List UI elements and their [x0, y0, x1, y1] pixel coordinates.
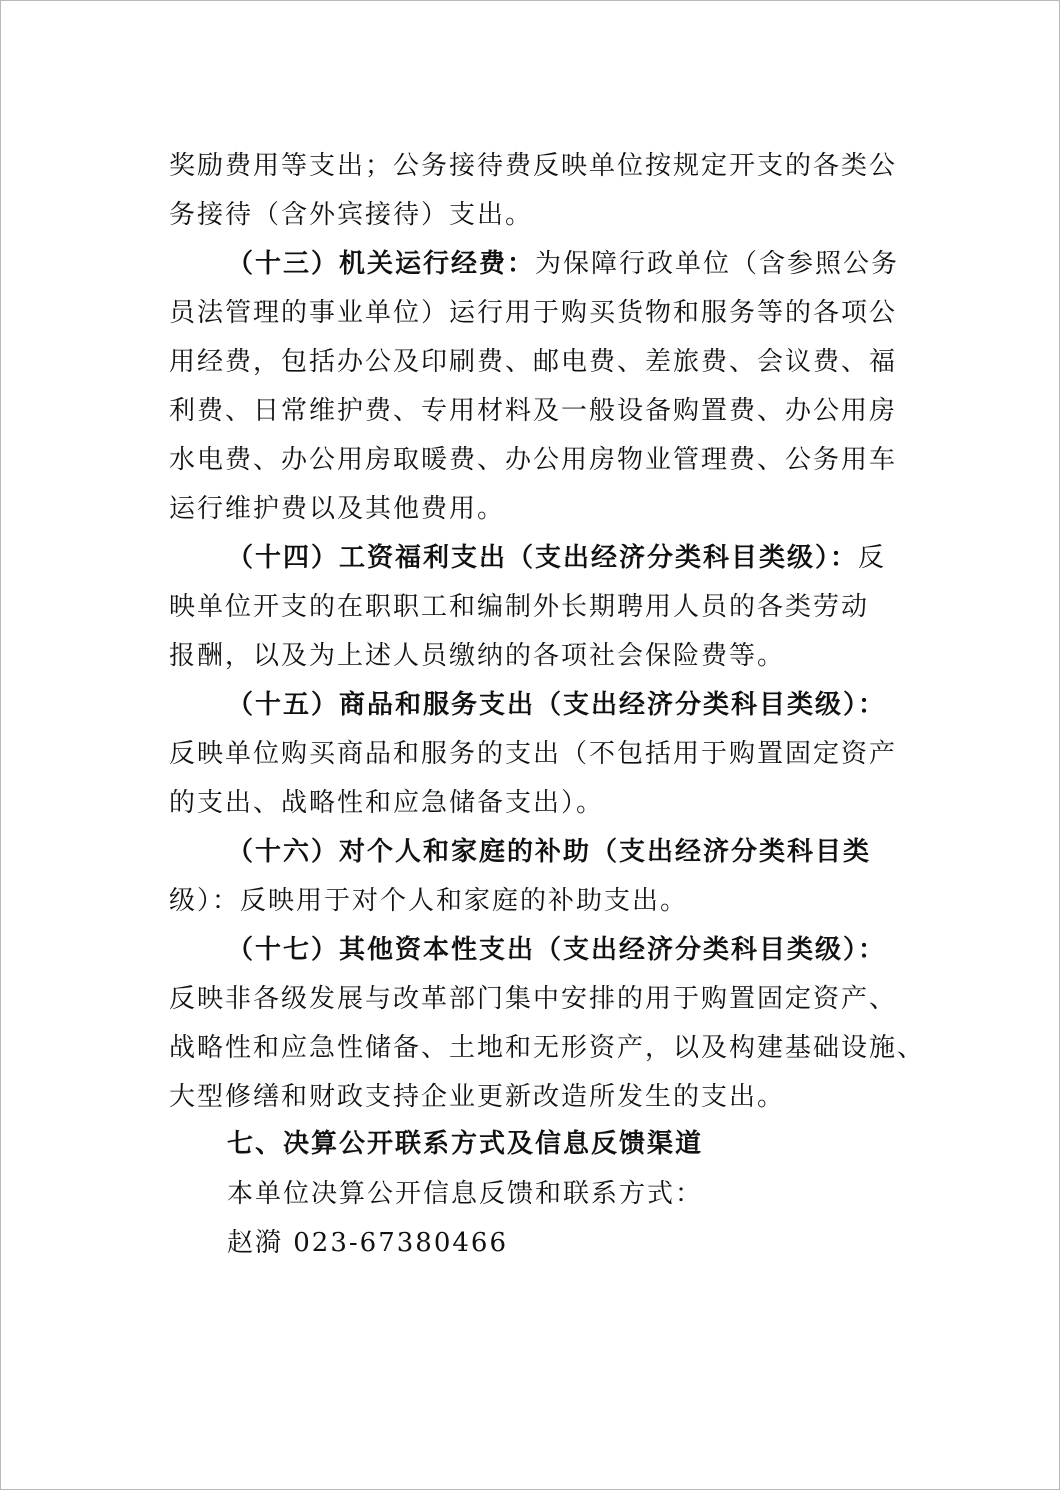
item-13-line — [227, 247, 900, 281]
item-15-line — [227, 688, 893, 722]
body-line: 水电费、办公用房取暖费、办公用房物业管理费、公务用车 — [169, 445, 898, 475]
body-line: 用经费，包括办公及印刷费、邮电费、差旅费、会议费、福 — [169, 347, 898, 377]
body-line: 的支出、战略性和应急储备支出）。 — [169, 788, 605, 818]
item-14-line — [227, 541, 893, 575]
item-14-term: （十四）工资福利支出（支出经济分类科目类级）： — [227, 543, 859, 573]
body-line: 级）：反映用于对个人和家庭的补助支出。 — [169, 886, 689, 916]
section-7-intro: 本单位决算公开信息反馈和联系方式： — [227, 1179, 704, 1209]
contact-line: 赵漪 023-67380466 — [227, 1228, 509, 1258]
body-line: 反映单位购买商品和服务的支出（不包括用于购置固定资产 — [169, 739, 898, 769]
item-16-line — [227, 835, 893, 869]
body-line: 大型修缮和财政支持企业更新改造所发生的支出。 — [169, 1082, 786, 1112]
body-line: 报酬，以及为上述人员缴纳的各项社会保险费等。 — [169, 641, 786, 671]
item-15-term: （十五）商品和服务支出（支出经济分类科目类级）： — [227, 690, 887, 720]
body-line: 员法管理的事业单位）运行用于购买货物和服务等的各项公 — [169, 298, 898, 328]
item-14-text: 反 — [858, 543, 887, 573]
item-16-term: （十六）对个人和家庭的补助（支出经济分类科目类 — [227, 837, 872, 867]
body-line: 利费、日常维护费、专用材料及一般设备购置费、办公用房 — [169, 396, 898, 426]
item-17-term: （十七）其他资本性支出（支出经济分类科目类级）： — [227, 935, 887, 965]
item-17-line — [227, 933, 893, 967]
body-line: 映单位开支的在职职工和编制外长期聘用人员的各类劳动 — [169, 592, 870, 622]
item-13-term: （十三）机关运行经费： — [227, 249, 536, 279]
body-line: 战略性和应急性储备、土地和无形资产，以及构建基础设施、 — [169, 1033, 926, 1063]
body-line: 务接待（含外宾接待）支出。 — [169, 200, 534, 230]
body-line: 反映非各级发展与改革部门集中安排的用于购置固定资产、 — [169, 984, 898, 1014]
body-line: 奖励费用等支出；公务接待费反映单位按规定开支的各类公 — [169, 151, 898, 181]
body-line: 运行维护费以及其他费用。 — [169, 494, 506, 524]
section-7-title: 七、决算公开联系方式及信息反馈渠道 — [227, 1129, 704, 1159]
item-13-text: 为保障行政单位（含参照公务 — [535, 249, 900, 279]
